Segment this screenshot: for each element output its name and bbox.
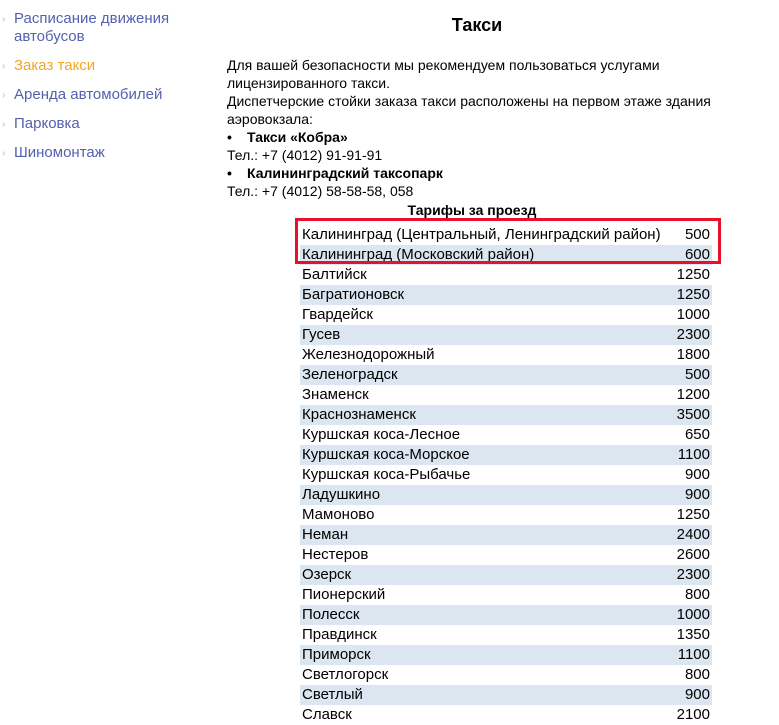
table-row bbox=[300, 625, 712, 645]
destination: Гвардейск bbox=[302, 306, 373, 323]
table-row bbox=[300, 505, 712, 525]
price: 3500 bbox=[673, 405, 712, 425]
table-row bbox=[300, 465, 712, 485]
price: 1350 bbox=[676, 626, 710, 643]
price: 1100 bbox=[673, 445, 712, 465]
destination: Куршская коса-Рыбачье bbox=[302, 466, 471, 483]
destination: Железнодорожный bbox=[302, 346, 435, 363]
sidebar-item[interactable] bbox=[0, 10, 200, 46]
destination: Балтийск bbox=[302, 266, 367, 283]
destination: Мамоново bbox=[302, 506, 375, 523]
chevron-right-icon: › bbox=[2, 90, 6, 101]
table-row bbox=[300, 525, 712, 545]
price: 900 bbox=[673, 685, 712, 705]
fares-table bbox=[300, 225, 712, 725]
price: 500 bbox=[673, 365, 712, 385]
table-row bbox=[300, 425, 712, 445]
table-row bbox=[300, 685, 712, 705]
table-row bbox=[300, 565, 712, 585]
destination: Полесск bbox=[300, 605, 673, 625]
price: 1250 bbox=[676, 506, 710, 523]
company-phone: Тел.: +7 (4012) 58-58-58, 058 bbox=[227, 183, 414, 199]
table-row bbox=[300, 385, 712, 405]
sidebar-item[interactable] bbox=[0, 115, 200, 133]
sidebar bbox=[0, 10, 200, 173]
price: 2300 bbox=[673, 565, 712, 585]
intro-text: Для вашей безопасности мы рекомендуем пользоваться услугами лицензированного такси. bbox=[227, 57, 660, 91]
table-row bbox=[300, 585, 712, 605]
table-row bbox=[300, 645, 712, 665]
table-row bbox=[300, 705, 712, 725]
price: 1250 bbox=[673, 285, 712, 305]
destination: Приморск bbox=[300, 645, 673, 665]
destination: Краснознаменск bbox=[300, 405, 673, 425]
destination: Куршская коса-Морское bbox=[300, 445, 673, 465]
sidebar-item[interactable] bbox=[0, 144, 200, 162]
destination: Неман bbox=[300, 525, 673, 545]
price: 2600 bbox=[676, 546, 710, 563]
table-row bbox=[300, 605, 712, 625]
chevron-right-icon: › bbox=[2, 14, 6, 25]
table-row bbox=[300, 485, 712, 505]
price: 900 bbox=[684, 466, 710, 483]
destination: Ладушкино bbox=[300, 485, 673, 505]
sidebar-item[interactable] bbox=[0, 86, 200, 104]
chevron-right-icon: › bbox=[2, 148, 6, 159]
price: 600 bbox=[673, 245, 712, 265]
price: 800 bbox=[684, 666, 710, 683]
table-row bbox=[300, 405, 712, 425]
table-row bbox=[300, 345, 712, 365]
sidebar-item-label: Заказ такси bbox=[14, 57, 96, 74]
chevron-right-icon: › bbox=[2, 61, 6, 72]
company-name: • Калининградский таксопарк bbox=[227, 165, 443, 181]
destination: Калининград (Центральный, Ленинградский район) bbox=[302, 226, 661, 243]
price: 1000 bbox=[676, 306, 710, 323]
table-row bbox=[300, 325, 712, 345]
price: 650 bbox=[684, 426, 710, 443]
company-name: • Такси «Кобра» bbox=[227, 129, 348, 145]
main-content bbox=[227, 14, 727, 723]
page-title: Такси bbox=[451, 15, 503, 35]
table-row bbox=[300, 665, 712, 685]
table-row bbox=[300, 285, 712, 305]
destination: Пионерский bbox=[302, 586, 386, 603]
price: 2400 bbox=[673, 525, 712, 545]
price: 1200 bbox=[676, 386, 710, 403]
destination: Светлый bbox=[300, 685, 673, 705]
sidebar-item[interactable] bbox=[0, 57, 200, 75]
table-row bbox=[300, 365, 712, 385]
destination: Гусев bbox=[300, 325, 673, 345]
sidebar-item-label: Парковка bbox=[14, 115, 80, 132]
sidebar-item-label: Расписание движения автобусов bbox=[14, 10, 170, 45]
price: 1000 bbox=[673, 605, 712, 625]
table-caption: Тарифы за проезд bbox=[407, 202, 537, 218]
price: 500 bbox=[684, 226, 710, 243]
price: 2100 bbox=[676, 706, 710, 723]
highlight-box bbox=[295, 218, 721, 264]
destination: Куршская коса-Лесное bbox=[302, 426, 461, 443]
company-phone: Тел.: +7 (4012) 91-91-91 bbox=[227, 147, 383, 163]
intro-text-2: Диспетчерские стойки заказа такси расположены на первом этаже здания аэровокзала: bbox=[227, 93, 711, 127]
table-row bbox=[300, 305, 712, 325]
price: 1800 bbox=[676, 346, 710, 363]
sidebar-item-label: Аренда автомобилей bbox=[14, 86, 163, 103]
destination: Светлогорск bbox=[302, 666, 389, 683]
destination: Озерск bbox=[300, 565, 673, 585]
destination: Нестеров bbox=[302, 546, 369, 563]
price: 1250 bbox=[676, 266, 710, 283]
table-row bbox=[300, 445, 712, 465]
destination: Калининград (Московский район) bbox=[300, 245, 673, 265]
destination: Знаменск bbox=[302, 386, 369, 403]
table-row bbox=[300, 265, 712, 285]
price: 900 bbox=[673, 485, 712, 505]
destination: Зеленоградск bbox=[300, 365, 673, 385]
price: 2300 bbox=[673, 325, 712, 345]
sidebar-item-label: Шиномонтаж bbox=[14, 144, 105, 161]
price: 800 bbox=[684, 586, 710, 603]
chevron-right-icon: › bbox=[2, 119, 6, 130]
table-row bbox=[300, 545, 712, 565]
destination: Багратионовск bbox=[300, 285, 673, 305]
price: 1100 bbox=[673, 645, 712, 665]
destination: Славск bbox=[302, 706, 352, 723]
destination: Правдинск bbox=[302, 626, 377, 643]
